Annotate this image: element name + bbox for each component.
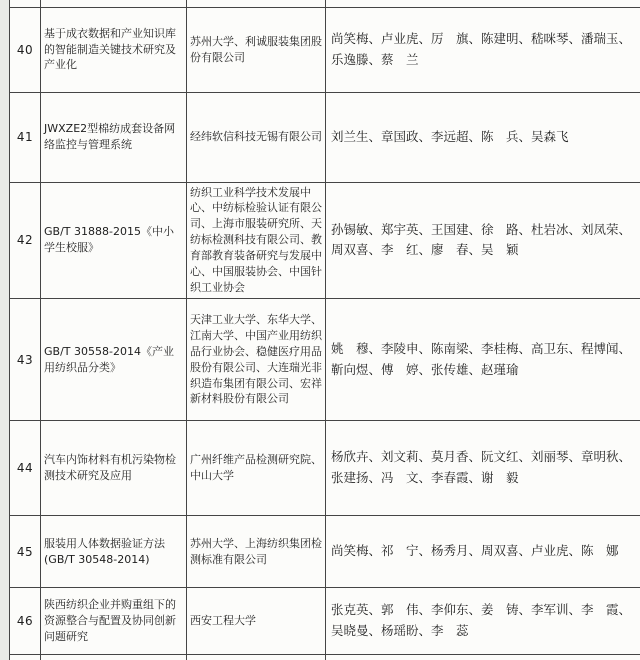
participants-cell: 尚笑梅、祁 宁、杨秀月、周双喜、卢业虎、陈 娜: [326, 516, 640, 588]
table-row: [10, 516, 640, 588]
project-title-cell: 汽车内饰材料有机污染物检测技术研究及应用: [41, 421, 187, 516]
table-row: [10, 182, 640, 299]
awards-table-body: [10, 0, 640, 660]
table-row: [10, 7, 640, 92]
row-number-cell: 42: [10, 182, 41, 299]
project-title-cell: 基于成衣数据和产业知识库的智能制造关键技术研究及产业化: [41, 7, 187, 92]
row-number-cell: 40: [10, 7, 41, 92]
project-title-cell: JWXZE2型棉纺成套设备网络监控与管理系统: [41, 92, 187, 182]
project-title-cell: GB/T 30558-2014《产业用纺织品分类》: [41, 299, 187, 421]
participants-cell: [326, 0, 640, 7]
table-row: [10, 421, 640, 516]
participants-cell: 尚笑梅、卢业虎、厉 旗、陈建明、嵇咪琴、潘瑞玉、乐逸滕、蔡 兰: [326, 7, 640, 92]
row-number-cell: [10, 0, 41, 7]
project-title-cell: 服装用人体数据验证方法(GB/T 30548-2014): [41, 516, 187, 588]
organizations-cell: 西安工程大学: [187, 588, 326, 655]
participants-cell: 张克英、郭 伟、李仰东、姜 铸、李军训、李 霞、吴晓曼、杨瑶盼、李 蕊: [326, 588, 640, 655]
row-number-cell: 41: [10, 92, 41, 182]
row-number-cell: 43: [10, 299, 41, 421]
organizations-cell: 天津工业大学、东华大学、江南大学、中国产业用纺织品行业协会、稳健医疗用品股份有限公司、大连瑞光非织造布集团有限公司、宏祥新材料股份有限公司: [187, 299, 326, 421]
table-row-cutoff-top: [10, 0, 640, 7]
table-row: [10, 299, 640, 421]
row-number-cell: 45: [10, 516, 41, 588]
project-title-cell: 陕西纺织企业并购重组下的资源整合与配置及协同创新问题研究: [41, 588, 187, 655]
organizations-cell: [187, 0, 326, 7]
project-title-cell: GB/T 31888-2015《中小学生校服》: [41, 182, 187, 299]
participants-cell: 刘兰生、章国政、李远超、陈 兵、吴森飞: [326, 92, 640, 182]
project-title-cell: [41, 0, 187, 7]
project-title-cell: [41, 655, 187, 660]
row-number-cell: 44: [10, 421, 41, 516]
table-row-cutoff-bottom: [10, 655, 640, 660]
organizations-cell: 纺织工业科学技术发展中心、中纺标检验认证有限公司、上海市服装研究所、天纺标检测科技有限公司、教育部教育装备研究与发展中心、中国服装协会、中国针织工业协会: [187, 182, 326, 299]
participants-cell: 杨欣卉、刘文莉、莫月香、阮文红、刘丽琴、章明秋、张建扬、冯 文、李春霞、谢 毅: [326, 421, 640, 516]
organizations-cell: [187, 655, 326, 660]
row-number-cell: 46: [10, 588, 41, 655]
participants-cell: 孙锡敏、郑宇英、王国建、徐 路、杜岩冰、刘凤荣、周双喜、李 红、廖 春、吴 颖: [326, 182, 640, 299]
participants-cell: [326, 655, 640, 660]
table-row: [10, 588, 640, 655]
organizations-cell: 苏州大学、利诚服装集团股份有限公司: [187, 7, 326, 92]
organizations-cell: 苏州大学、上海纺织集团检测标准有限公司: [187, 516, 326, 588]
organizations-cell: 广州纤维产品检测研究院、中山大学: [187, 421, 326, 516]
awards-table: [9, 0, 640, 660]
row-number-cell: [10, 655, 41, 660]
participants-cell: 姚 穆、李陵申、陈南梁、李桂梅、高卫东、程博闻、靳向煜、傅 婷、张传雄、赵瑾瑜: [326, 299, 640, 421]
table-row: [10, 92, 640, 182]
organizations-cell: 经纬软信科技无锡有限公司: [187, 92, 326, 182]
